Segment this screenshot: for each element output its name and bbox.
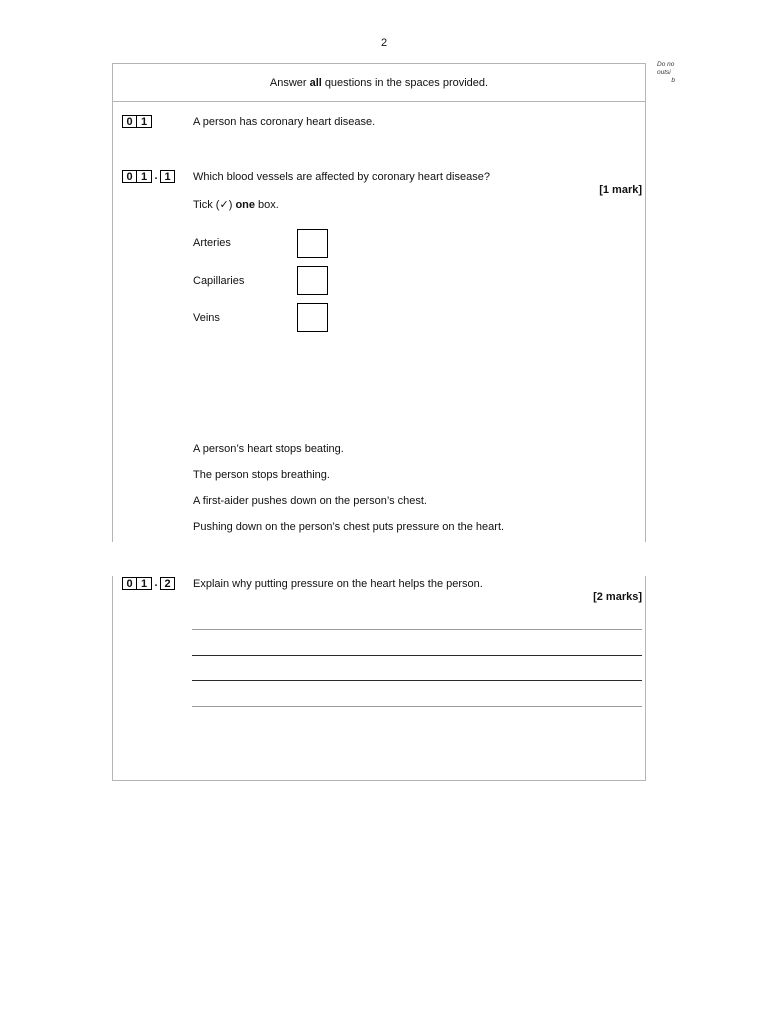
- question-digit: 0: [122, 115, 137, 128]
- check-mark-icon: ✓: [219, 199, 229, 211]
- tick-instruction-before: Tick (: [193, 199, 220, 211]
- instruction-text-after: questions in the spaces provided.: [324, 76, 489, 89]
- question-01-2-marks: [2 marks]: [593, 591, 642, 603]
- question-01-stem: A person has coronary heart disease.: [193, 116, 376, 128]
- question-digit: 1: [137, 170, 152, 183]
- answer-line[interactable]: [192, 629, 642, 630]
- page-number: 2: [380, 37, 388, 49]
- question-01-1-text: Which blood vessels are affected by coronary heart disease?: [193, 171, 490, 183]
- instruction-text-before: Answer: [269, 76, 307, 89]
- answer-line[interactable]: [192, 680, 642, 681]
- question-number-dot: .: [154, 170, 158, 182]
- option-capillaries-checkbox[interactable]: [297, 266, 328, 295]
- frame-gap-left: [111, 542, 115, 576]
- question-number-dot: .: [154, 577, 158, 589]
- question-digit: 1: [137, 115, 152, 128]
- margin-note-line: Do no: [657, 61, 675, 68]
- question-part-digit: 1: [160, 170, 175, 183]
- margin-note-line: b: [671, 77, 675, 84]
- margin-note-line: outsi: [657, 69, 671, 76]
- question-digit: 0: [122, 577, 137, 590]
- question-digit: 1: [137, 577, 152, 590]
- frame-gap-right: [644, 542, 648, 576]
- instruction-text-bold: all: [309, 76, 322, 89]
- option-capillaries-label: Capillaries: [193, 275, 245, 287]
- question-number-01-2: [122, 577, 175, 590]
- scenario-line: The person stops breathing.: [193, 469, 330, 481]
- option-veins-label: Veins: [193, 312, 220, 324]
- question-01-1-marks: [1 mark]: [599, 184, 642, 196]
- tick-instruction-after: box.: [255, 199, 279, 211]
- scenario-line: Pushing down on the person’s chest puts pressure on the heart.: [193, 521, 505, 533]
- question-01-2-text: Explain why putting pressure on the heart helps the person.: [193, 578, 483, 590]
- tick-instruction: [193, 198, 279, 211]
- scenario-line: A first-aider pushes down on the person’s chest.: [193, 495, 427, 507]
- option-arteries-label: Arteries: [193, 237, 231, 249]
- question-number-01-1: [122, 170, 175, 183]
- question-part-digit: 2: [160, 577, 175, 590]
- option-veins-checkbox[interactable]: [297, 303, 328, 332]
- question-number-01: [122, 115, 152, 128]
- tick-instruction-bold: one: [235, 199, 255, 211]
- question-digit: 0: [122, 170, 137, 183]
- option-arteries-checkbox[interactable]: [297, 229, 328, 258]
- tick-instruction-mid: ): [228, 199, 236, 211]
- answer-line[interactable]: [192, 706, 642, 707]
- scenario-line: A person’s heart stops beating.: [193, 443, 344, 455]
- answer-line[interactable]: [192, 655, 642, 656]
- instruction-bar: [113, 64, 645, 102]
- margin-note: [657, 61, 687, 85]
